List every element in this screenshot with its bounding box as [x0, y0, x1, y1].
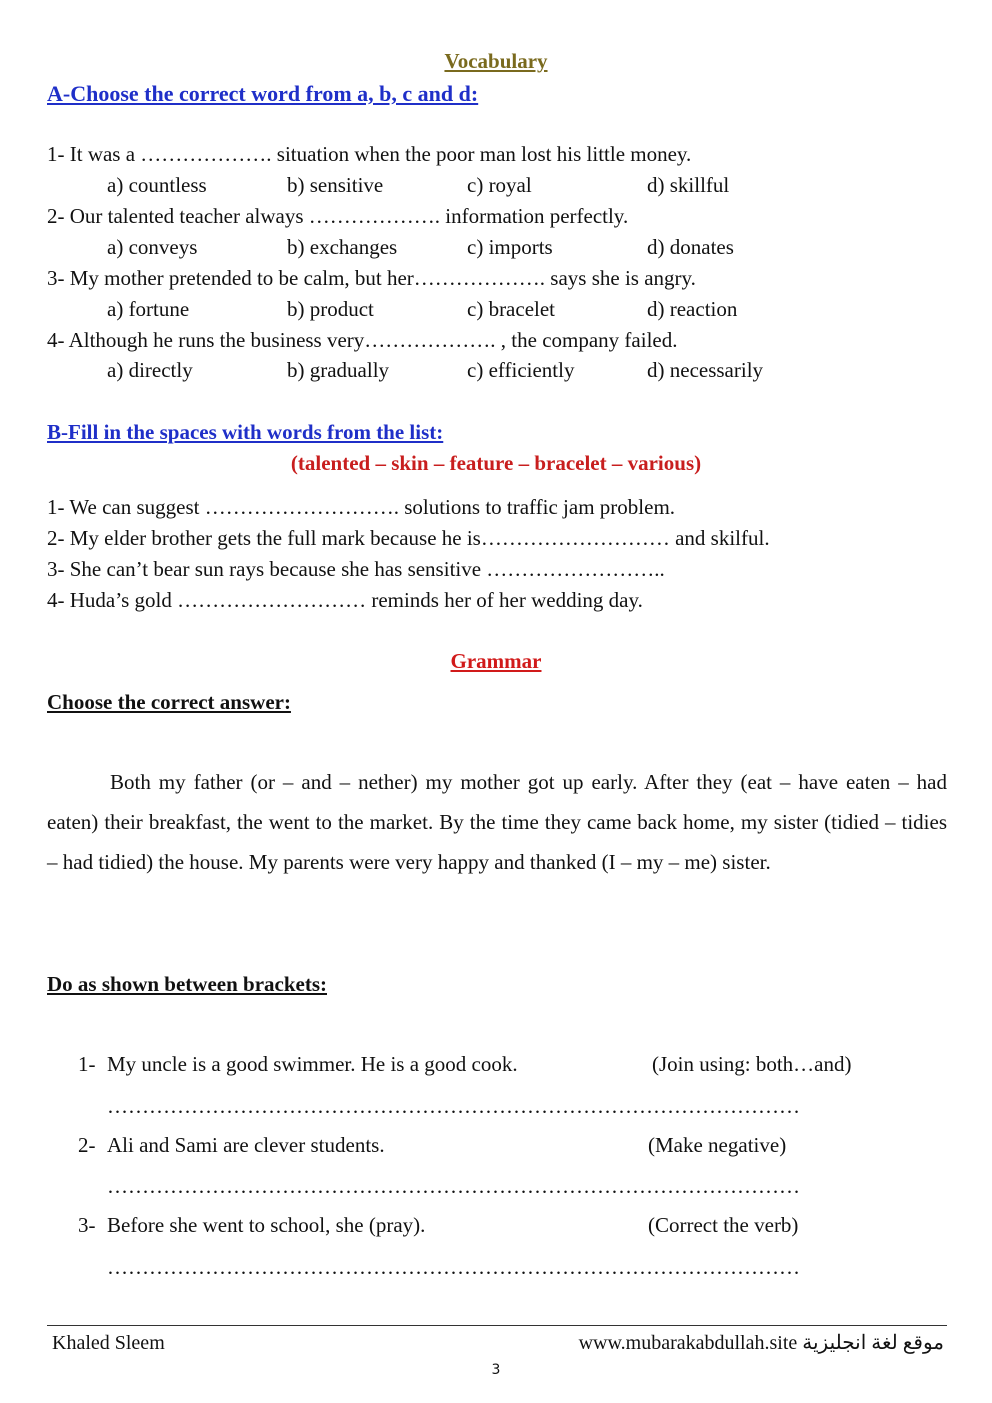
answer-line[interactable]: ………………………………………………………………………………………	[107, 1174, 800, 1198]
task-instruction: (Make negative)	[648, 1133, 787, 1157]
option-c: c) imports	[467, 235, 553, 259]
task-sentence: Ali and Sami are clever students.	[107, 1133, 385, 1157]
choose-heading: Choose the correct answer:	[47, 690, 291, 714]
option-c: c) bracelet	[467, 297, 556, 321]
grammar-paragraph: Both my father (or – and – nether) my mother got up early. After they (eat – have eaten – had eaten) their breakfast, the went to the market. By the time they came back home, my sister (tidied – tidies – had tidied) the house. My parents were very happy and thanked (I – my – me) sister.	[47, 770, 947, 874]
option-c: c) efficiently	[467, 358, 575, 382]
option-d: d) reaction	[647, 297, 738, 321]
question-1: 1- It was a ………………. situation when the poor man lost his little money.	[47, 142, 692, 166]
fill-sentence-3: 3- She can’t bear sun rays because she has sensitive ……………………..	[47, 557, 665, 581]
grammar-title: Grammar	[450, 649, 542, 673]
question-3: 3- My mother pretended to be calm, but her………………. says she is angry.	[47, 266, 696, 290]
section-b-heading: B-Fill in the spaces with words from the list:	[47, 420, 444, 444]
task-number: 1-	[78, 1052, 96, 1076]
option-a: a) conveys	[107, 235, 198, 259]
do-heading: Do as shown between brackets:	[47, 972, 327, 996]
option-b: b) sensitive	[287, 173, 384, 197]
option-a: a) directly	[107, 358, 193, 382]
vocabulary-title: Vocabulary	[444, 49, 548, 73]
option-b: b) gradually	[287, 358, 390, 382]
option-b: b) product	[287, 297, 374, 321]
option-c: c) royal	[467, 173, 532, 197]
task-instruction: (Join using: both…and)	[652, 1052, 852, 1076]
section-a-heading: A-Choose the correct word from a, b, c and d:	[47, 81, 479, 106]
answer-line[interactable]: ………………………………………………………………………………………	[107, 1094, 800, 1118]
page-number: 3	[491, 1362, 501, 1378]
task-number: 2-	[78, 1133, 96, 1157]
option-a: a) fortune	[107, 297, 190, 321]
fill-sentence-1: 1- We can suggest ………………………. solutions to traffic jam problem.	[47, 495, 676, 519]
option-b: b) exchanges	[287, 235, 398, 259]
question-2: 2- Our talented teacher always ………………. information perfectly.	[47, 204, 629, 228]
question-4: 4- Although he runs the business very………………. , the company failed.	[47, 328, 678, 352]
footer-author: Khaled Sleem	[52, 1332, 165, 1354]
fill-sentence-4: 4- Huda’s gold ……………………… reminds her of her wedding day.	[47, 588, 643, 612]
option-d: d) donates	[647, 235, 734, 259]
answer-line[interactable]: ………………………………………………………………………………………	[107, 1255, 800, 1279]
task-sentence: Before she went to school, she (pray).	[107, 1213, 426, 1237]
task-sentence: My uncle is a good swimmer. He is a good cook.	[107, 1052, 518, 1076]
footer-site[interactable]: www.mubarakabdullah.site موقع لغة انجليزية	[578, 1332, 944, 1354]
fill-sentence-2: 2- My elder brother gets the full mark because he is……………………… and skilful.	[47, 526, 770, 550]
task-number: 3-	[78, 1213, 96, 1237]
word-list: (talented – skin – feature – bracelet – various)	[290, 451, 702, 475]
option-d: d) necessarily	[647, 358, 764, 382]
footer-rule	[47, 1325, 947, 1326]
option-d: d) skillful	[647, 173, 730, 197]
option-a: a) countless	[107, 173, 207, 197]
task-instruction: (Correct the verb)	[648, 1213, 799, 1237]
